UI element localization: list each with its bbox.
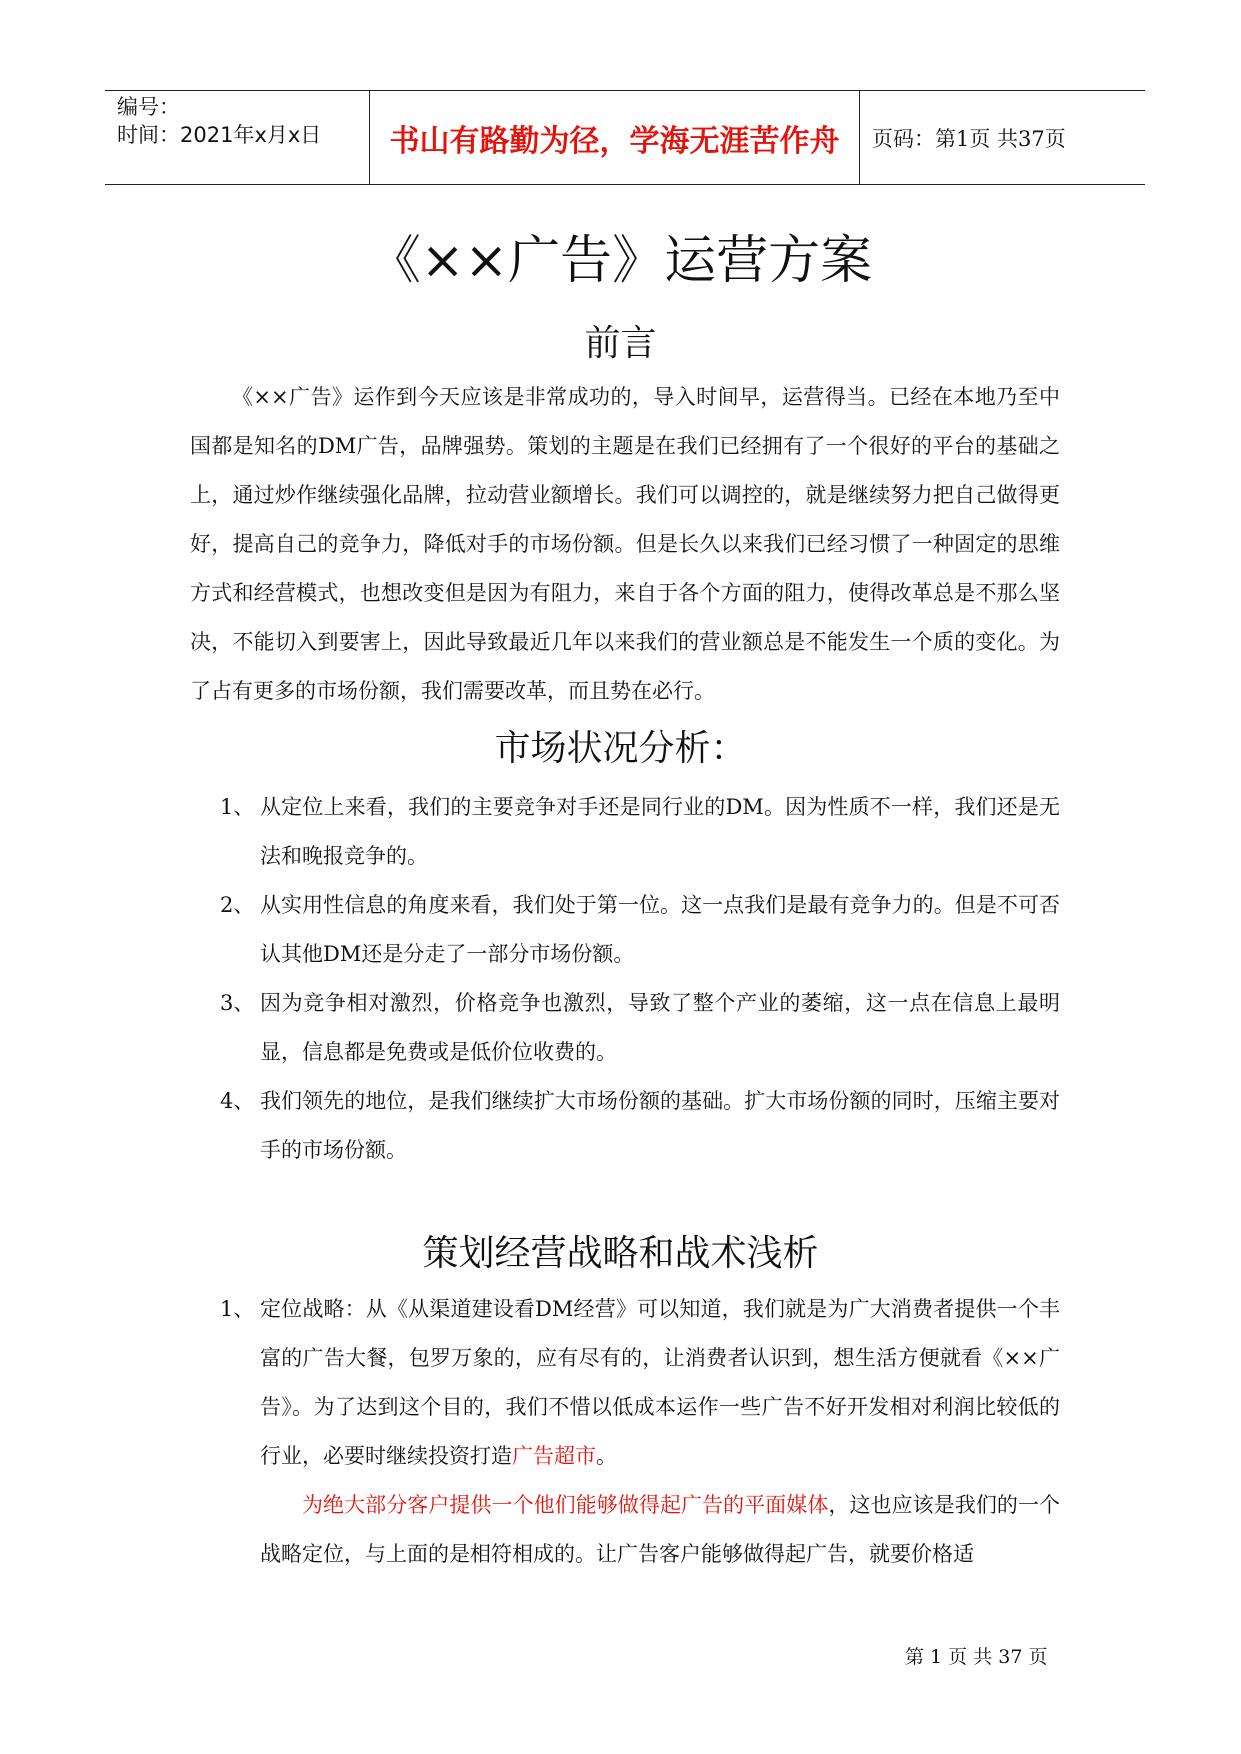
list-item bbox=[190, 1077, 1060, 1175]
list-number: 3、 bbox=[220, 991, 255, 1015]
list-text bbox=[260, 1285, 1060, 1481]
list-number: 1、 bbox=[220, 795, 255, 819]
strategy-paragraph bbox=[260, 1481, 1060, 1579]
header-left-cell bbox=[105, 91, 370, 184]
market-heading: 市场状况分析： bbox=[494, 728, 747, 769]
text-segment: ，这也应该是我们的一个战略定位，与上面的是相符相成的。让广告客户能够做得起广告，就要价格适 bbox=[260, 1493, 1061, 1566]
page-footer: 第 1 页 共 37 页 bbox=[905, 1646, 1048, 1668]
motto: 书山有路勤为径，学海无涯苦作舟 bbox=[370, 91, 860, 184]
list-item bbox=[190, 881, 1060, 979]
strategy-heading: 策划经营战略和战术浅析 bbox=[422, 1233, 819, 1274]
list-number: 4、 bbox=[220, 1089, 255, 1113]
list-number: 2、 bbox=[220, 893, 255, 917]
text-segment: 。 bbox=[596, 1444, 617, 1468]
list-item bbox=[190, 1285, 1060, 1481]
preface-paragraph: 《××广告》运作到今天应该是非常成功的，导入时间早，运营得当。已经在本地乃至中国都是知名的DM广告，品牌强势。策划的主题是在我们已经拥有了一个很好的平台的基础之上，通过炒作继续强化品牌，拉动营业额增长。我们可以调控的，就是继续努力把自己做得更好，提高自己的竞争力，降低对手的市场份额。但是长久以来我们已经习惯了一种固定的思维方式和经营模式，也想改变但是因为有阻力，来自于各个方面的阻力，使得改革总是不那么坚决，不能切入到要害上，因此导致最近几年以来我们的营业额总是不能发生一个质的变化。为了占有更多的市场份额，我们需要改革，而且势在必行。 bbox=[190, 385, 1060, 703]
preface-heading: 前言 bbox=[584, 323, 657, 364]
highlight-text: 广告超市 bbox=[512, 1444, 596, 1468]
list-text: 因为竞争相对激烈，价格竞争也激烈，导致了整个产业的萎缩，这一点在信息上最明显，信息都是免费或是低价位收费的。 bbox=[260, 991, 1060, 1064]
list-text: 从定位上来看，我们的主要竞争对手还是同行业的DM。因为性质不一样，我们还是无法和晚报竞争的。 bbox=[260, 795, 1060, 868]
page-header bbox=[105, 90, 1145, 185]
list-number: 1、 bbox=[220, 1297, 255, 1321]
list-text: 从实用性信息的角度来看，我们处于第一位。这一点我们是最有竞争力的。但是不可否认其他DM还是分走了一部分市场份额。 bbox=[260, 893, 1060, 966]
document-title: 《××广告》运营方案 bbox=[368, 231, 873, 291]
text-segment: 定位战略：从《从渠道建设看DM经营》可以知道，我们就是为广大消费者提供一个丰富的广告大餐，包罗万象的，应有尽有的，让消费者认识到，想生活方便就看《××广告》。为了达到这个目的，我们不惜以低成本运作一些广告不好开发相对利润比较低的行业，必要时继续投资打造 bbox=[260, 1297, 1060, 1468]
number-label: 编号： bbox=[117, 95, 180, 119]
page-label: 页码：第1页 共37页 bbox=[872, 126, 1066, 151]
time-label: 时间：2021年x月x日 bbox=[117, 123, 322, 147]
highlight-text: 为绝大部分客户提供一个他们能够做得起广告的平面媒体 bbox=[302, 1493, 829, 1517]
list-item bbox=[190, 979, 1060, 1077]
list-item bbox=[190, 783, 1060, 881]
list-text: 我们领先的地位，是我们继续扩大市场份额的基础。扩大市场份额的同时，压缩主要对手的市场份额。 bbox=[260, 1089, 1060, 1162]
